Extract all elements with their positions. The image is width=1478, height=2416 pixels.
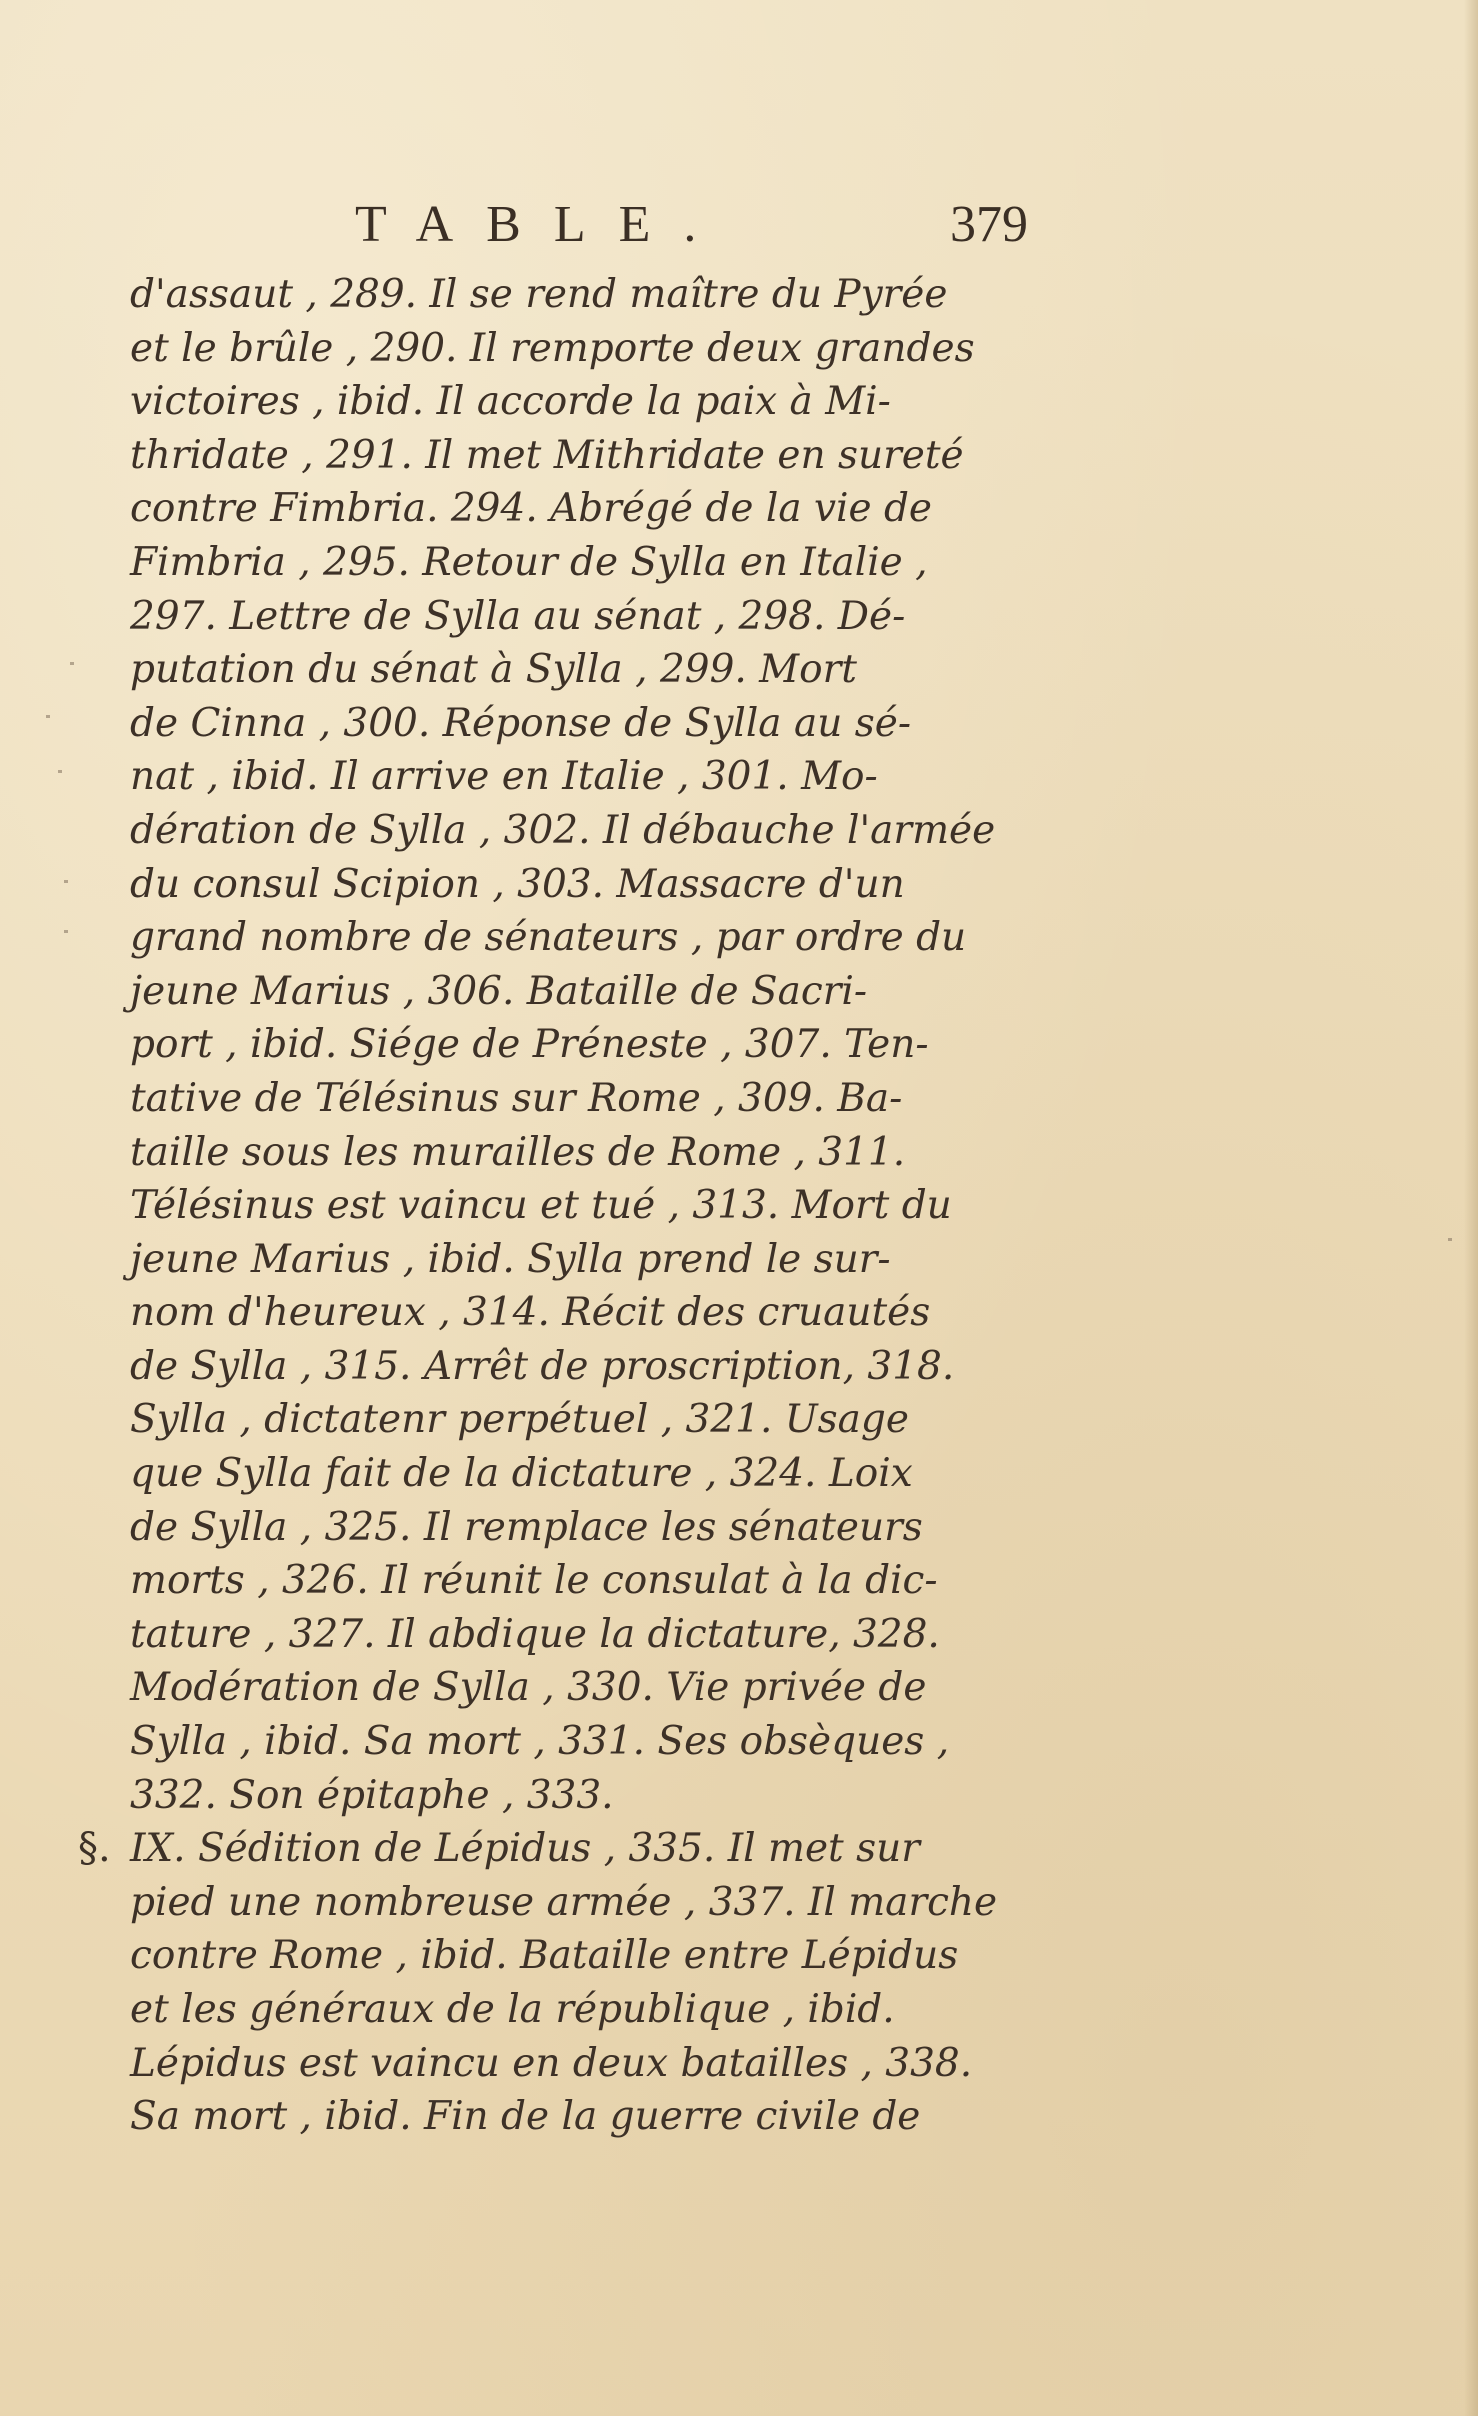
- text-line: Télésinus est vaincu et tué , 313. Mort du: [130, 1183, 952, 1229]
- text-line: Sa mort , ibid. Fin de la guerre civile de: [130, 2094, 921, 2140]
- text-line: 332. Son épitaphe , 333.: [130, 1772, 614, 1818]
- text-line: dération de Sylla , 302. Il débauche l'armée: [130, 807, 996, 853]
- text-line: Modération de Sylla , 330. Vie privée de: [130, 1665, 927, 1711]
- foxing-mark: [46, 715, 50, 718]
- text-line: taille sous les murailles de Rome , 311.: [130, 1129, 906, 1175]
- text-line: tature , 327. Il abdique la dictature, 328.: [130, 1611, 940, 1657]
- text-line: de Sylla , 325. Il remplace les sénateurs: [130, 1504, 923, 1550]
- text-line: pied une nombreuse armée , 337. Il marche: [130, 1879, 998, 1925]
- text-line: contre Fimbria. 294. Abrégé de la vie de: [130, 486, 932, 532]
- text-line: de Cinna , 300. Réponse de Sylla au sé-: [130, 700, 911, 746]
- section-line-text: IX. Sédition de Lépidus , 335. Il met sur: [130, 1826, 920, 1872]
- text-line: putation du sénat à Sylla , 299. Mort: [130, 647, 857, 693]
- text-line: grand nombre de sénateurs , par ordre du: [130, 915, 967, 961]
- page-number: 379: [950, 196, 1028, 253]
- section-mark: §.: [78, 1825, 111, 1872]
- page-edge-shadow: [1464, 0, 1478, 2416]
- foxing-mark: [58, 770, 62, 773]
- text-line: Lépidus est vaincu en deux batailles , 338.: [130, 2040, 973, 2086]
- text-line: thridate , 291. Il met Mithridate en sureté: [130, 432, 964, 478]
- page-header: [0, 195, 1478, 265]
- text-line: Sylla , dictatenr perpétuel , 321. Usage: [130, 1397, 909, 1443]
- text-line: 297. Lettre de Sylla au sénat , 298. Dé-: [130, 593, 906, 639]
- text-line: Fimbria , 295. Retour de Sylla en Italie ,: [130, 539, 928, 585]
- text-line: d'assaut , 289. Il se rend maître du Pyrée: [130, 272, 948, 317]
- text-line: que Sylla fait de la dictature , 324. Loix: [130, 1451, 913, 1497]
- text-line: et les généraux de la république , ibid.: [130, 1987, 895, 2032]
- text-line: jeune Marius , 306. Bataille de Sacri-: [130, 968, 868, 1014]
- text-line: nat , ibid. Il arrive en Italie , 301. Mo-: [130, 754, 878, 800]
- foxing-mark: [64, 930, 68, 933]
- text-line: Sylla , ibid. Sa mort , 331. Ses obsèques ,: [130, 1719, 950, 1765]
- running-title: TABLE.: [355, 196, 730, 253]
- text-line: victoires , ibid. Il accorde la paix à Mi-: [130, 379, 891, 425]
- text-line: tative de Télésinus sur Rome , 309. Ba-: [130, 1075, 903, 1121]
- section-line: [78, 1822, 1060, 1876]
- text-line: jeune Marius , ibid. Sylla prend le sur-: [130, 1236, 891, 1282]
- foxing-mark: [64, 880, 68, 883]
- index-text: [78, 268, 1060, 2144]
- text-line: et le brûle , 290. Il remporte deux grandes: [130, 325, 975, 371]
- text-line: port , ibid. Siége de Préneste , 307. Ten-: [130, 1022, 929, 1068]
- text-line: de Sylla , 315. Arrêt de proscription, 318.: [130, 1343, 955, 1389]
- text-line: contre Rome , ibid. Bataille entre Lépidus: [130, 1933, 959, 1979]
- text-line: du consul Scipion , 303. Massacre d'un: [130, 861, 905, 907]
- foxing-mark: [70, 662, 74, 665]
- text-line: morts , 326. Il réunit le consulat à la dic-: [130, 1558, 938, 1604]
- text-line: nom d'heureux , 314. Récit des cruautés: [130, 1290, 931, 1336]
- foxing-mark: [1448, 1238, 1452, 1241]
